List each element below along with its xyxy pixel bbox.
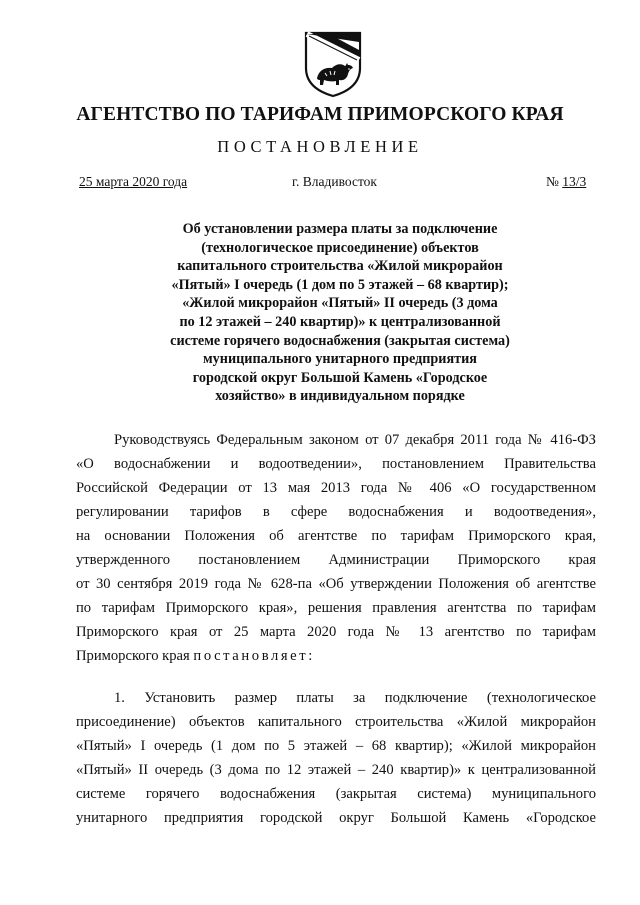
- title-line: по 12 этажей – 240 квартир)» к централизованной: [179, 313, 501, 330]
- document-city: г. Владивосток: [292, 174, 377, 189]
- number-prefix: №: [546, 174, 563, 189]
- title-line: (технологическое присоединение) объектов: [201, 239, 479, 256]
- text-line: «Пятый» II очередь (3 дома по 12 этажей – 240 квартир)» к централизованной: [76, 762, 596, 778]
- number-value: 13/3: [562, 174, 587, 189]
- preamble-paragraph: [76, 428, 596, 668]
- text-line: Руководствуясь Федеральным законом от 07 декабря 2011 года № 416-ФЗ: [114, 432, 596, 448]
- text-line: утвержденного постановлением Администрации Приморского края: [76, 552, 596, 568]
- document-date: 25 марта 2020 года: [79, 174, 188, 189]
- decree-word: постановляет:: [193, 648, 315, 664]
- title-line: системе горячего водоснабжения (закрытая система): [170, 332, 510, 349]
- text-fragment: Приморского края: [76, 648, 194, 664]
- title-line: Об установлении размера платы за подключение: [182, 221, 498, 237]
- text-line: по тарифам Приморского края», решения правления агентства по тарифам: [76, 600, 596, 616]
- document-number: [546, 174, 586, 190]
- document-type: ПОСТАНОВЛЕНИЕ: [217, 137, 423, 156]
- title-line: «Жилой микрорайон «Пятый» II очередь (3 дома: [182, 295, 498, 312]
- text-line: 1. Установить размер платы за подключение (технологическое: [114, 690, 596, 706]
- title-line: городской округ Большой Камень «Городское: [192, 369, 488, 386]
- text-line: Российской Федерации от 13 мая 2013 года № 406 «О государственном: [76, 480, 596, 496]
- text-line: системе горячего водоснабжения (закрытая система) муниципального: [76, 786, 596, 802]
- text-line: Приморского края от 25 марта 2020 года № 13 агентство по тарифам: [76, 624, 596, 640]
- title-line: капитального строительства «Жилой микрорайон: [177, 258, 503, 275]
- title-line: муниципального унитарного предприятия: [203, 351, 477, 368]
- item-1-paragraph: [76, 686, 596, 830]
- agency-name: АГЕНТСТВО ПО ТАРИФАМ ПРИМОРСКОГО КРАЯ: [76, 104, 564, 125]
- text-line: «О водоснабжении и водоотведении», постановлением Правительства: [76, 456, 596, 472]
- text-line: на основании Положения об агентстве по тарифам Приморского края,: [76, 528, 596, 544]
- text-line: унитарного предприятия городской округ Большой Камень «Городское: [76, 810, 596, 826]
- title-line: «Пятый» I очередь (1 дом по 5 этажей – 68 квартир);: [171, 276, 509, 293]
- text-line: регулировании тарифов в сфере водоснабжения и водоотведения»,: [76, 504, 596, 520]
- title-line: хозяйство» в индивидуальном порядке: [215, 388, 465, 405]
- text-line: «Пятый» I очередь (1 дом по 5 этажей – 68 квартир); «Жилой микрорайон: [76, 738, 596, 754]
- document-title: [150, 220, 530, 406]
- coat-of-arms-icon: [303, 30, 363, 98]
- text-line: [76, 644, 596, 668]
- text-line: присоединение) объектов капитального строительства «Жилой микрорайон: [76, 714, 596, 730]
- text-line: от 30 сентября 2019 года № 628-па «Об утверждении Положения об агентстве: [76, 576, 596, 592]
